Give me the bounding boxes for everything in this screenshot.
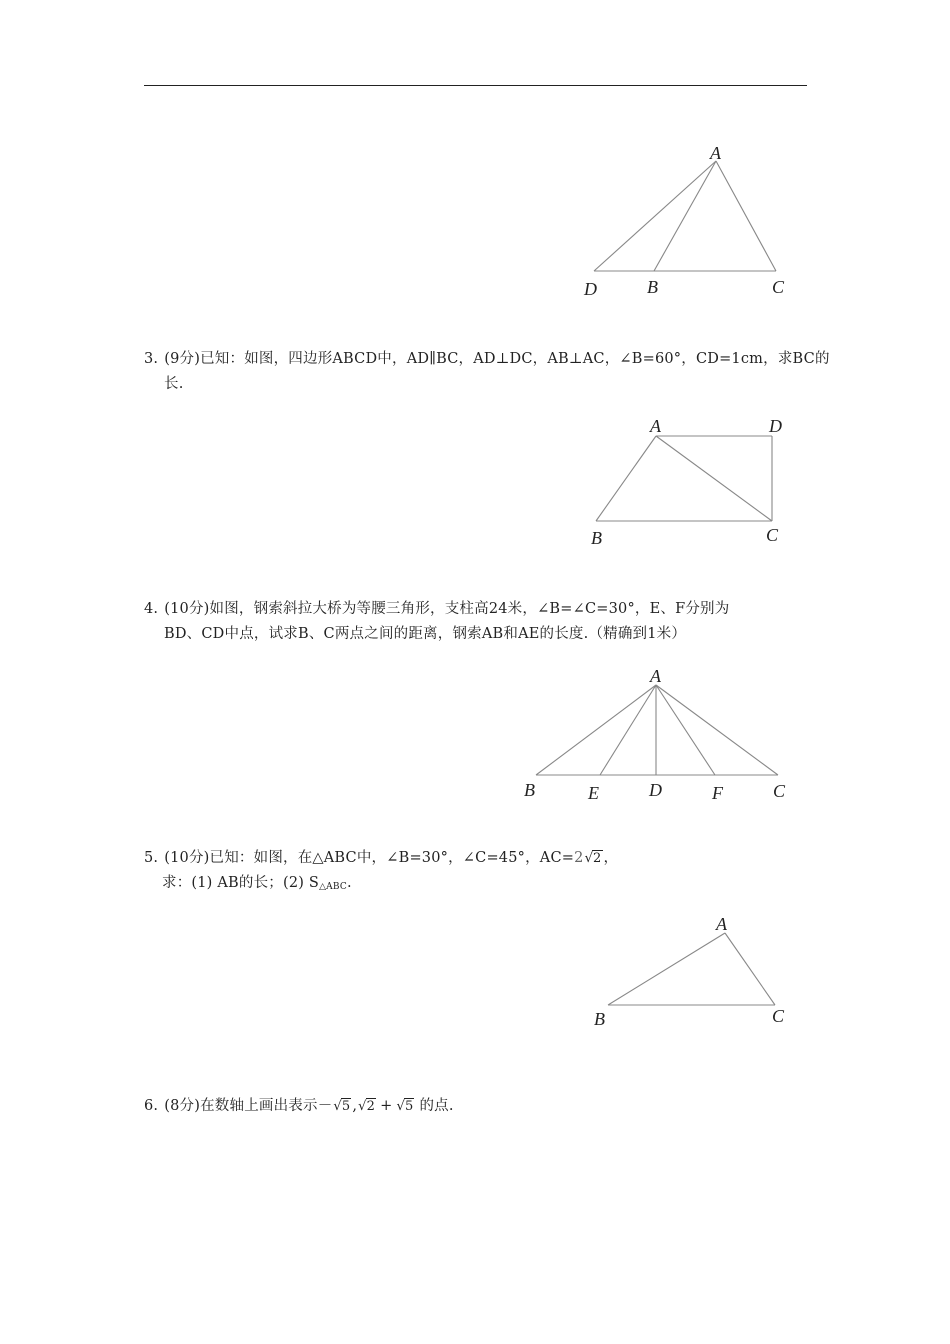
label-f: F [712,783,723,803]
question-number: 3. [144,351,159,367]
edge-ba [654,161,716,271]
sqrt-sign: √ [396,1099,405,1114]
question-4 [144,597,808,647]
separator: , [352,1098,358,1114]
edge-ae [600,685,656,775]
label-b: B [524,780,535,800]
question-text: (8分)在数轴上画出表示－ [164,1098,333,1114]
label-a: A [650,416,661,436]
label-c: C [772,277,785,297]
label-c: C [772,1006,785,1026]
header-rule [144,85,807,86]
sqrt-expression [358,1094,376,1119]
sqrt-sign: √ [333,1099,342,1114]
question-text: (10分)如图，钢索斜拉大桥为等腰三角形，支柱高24米，∠B=∠C=30°，E、F分别为 [164,601,730,617]
radicand: 2 [366,1099,376,1114]
edge-da [594,161,716,271]
area-subscript: △ABC [319,882,347,892]
sqrt-sign: √ [584,851,594,866]
label-d: D [769,416,782,436]
edge-ac [656,685,778,775]
question-text-tail: 的点. [419,1098,454,1114]
edge-af [656,685,715,775]
label-d: D [584,279,597,299]
figure-bridge [500,660,820,810]
edge-ba [608,933,725,1005]
edge-ac [656,436,772,521]
label-b: B [594,1009,605,1029]
label-a: A [650,666,661,686]
question-text: (9分)已知：如图，四边形ABCD中，AD∥BC，AD⊥DC，AB⊥AC，∠B=60°，CD=1cm，求BC的 [164,351,830,367]
question-text-end: . [346,875,352,891]
label-b: B [591,528,602,548]
question-6 [144,1094,808,1119]
radicand: 5 [341,1099,351,1114]
sqrt-expression [585,846,603,871]
sqrt-expression [333,1094,351,1119]
label-c: C [766,525,779,545]
edge-ab [536,685,656,775]
radicand: 2 [593,851,602,866]
radicand: 5 [404,1099,414,1114]
question-text-cont: BD、CD中点，试求B、C两点之间的距离，钢索AB和AE的长度.（精确到1米） [164,626,687,642]
question-text: (10分)已知：如图，在△ABC中，∠B=30°，∠C=45°，AC= [164,850,575,866]
sqrt-expression [397,1094,415,1119]
label-d: D [649,780,662,800]
question-3 [144,347,830,397]
label-c: C [773,781,786,801]
question-text-cont: 长. [164,376,184,392]
figure-quadrilateral-abcd [560,410,820,560]
question-text-tail: ， [603,850,619,866]
edge-ab [596,436,656,521]
edge-ac [725,933,775,1005]
figure-triangle-adc [560,135,820,305]
label-a: A [716,914,727,934]
question-number: 6. [144,1098,159,1114]
ac-coefficient: 2 [574,850,584,866]
question-number: 5. [144,850,159,866]
question-text-cont: 求：(1) AB的长；(2) S [162,875,320,891]
question-5 [144,846,808,900]
plus-sign: + [380,1098,393,1114]
label-e: E [588,783,599,803]
edge-ac [716,161,776,271]
label-a: A [710,143,721,163]
figure-triangle-abc [570,908,820,1038]
sqrt-sign: √ [358,1099,367,1114]
question-number: 4. [144,601,159,617]
label-b: B [647,277,658,297]
